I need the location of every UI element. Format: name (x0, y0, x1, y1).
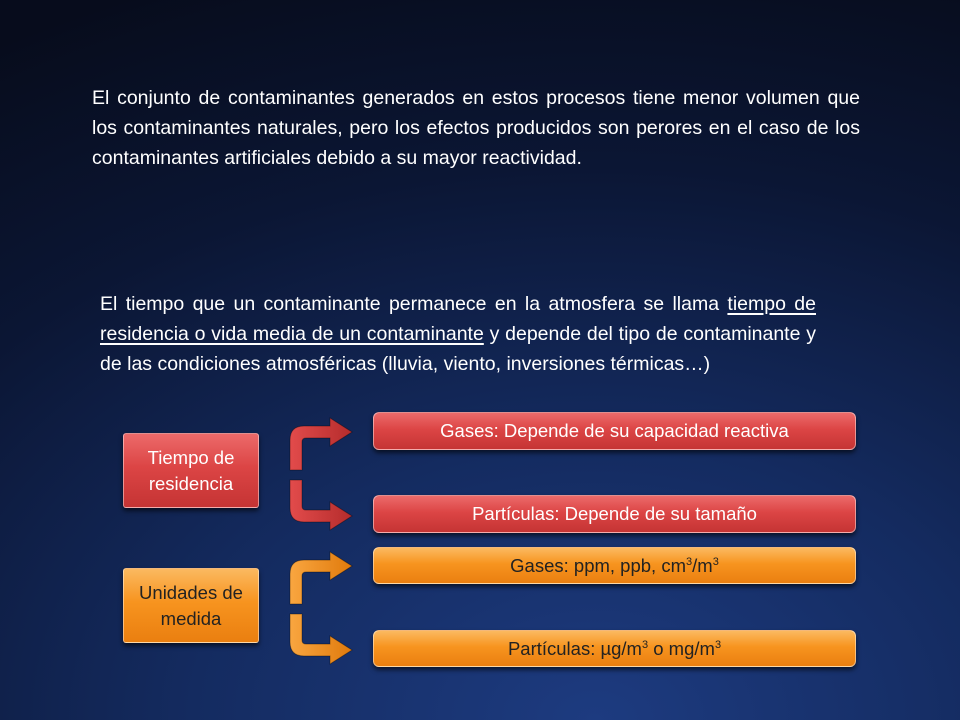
residence-time-term: tiempo de residencia o vida media de un contaminante (100, 293, 816, 345)
gases-reactivity-label: Gases: Depende de su capacidad reactiva (440, 420, 789, 441)
intro-paragraph: El conjunto de contaminantes generados en estos procesos tiene menor volumen que los contaminantes naturales, pero los efectos producidos son perores en el caso de los contaminantes artificiales debido a su mayor reactividad. (92, 87, 860, 169)
paragraph2-after: y depende del tipo de contaminante y de las condiciones atmosféricas (lluvia, viento, inversiones térmicas…) (100, 323, 816, 375)
units-label: Unidades de medida (139, 581, 243, 629)
branch-lower-arm (290, 480, 352, 530)
particles-size-label: Partículas: Depende de su tamaño (472, 503, 757, 524)
branch-arrow-icon (282, 552, 362, 672)
gases-units-label: Gases: ppm, ppb, $cm^3/m^3$ (510, 554, 719, 576)
residence-time-box (123, 433, 259, 508)
units-box (123, 568, 259, 643)
branch-lower-arm (290, 614, 352, 664)
particles-units-label: Partículas: $\mu g/m^3$ o $mg/m^3$ (507, 637, 722, 659)
gases-units-box (373, 547, 856, 584)
particles-units-box (373, 630, 856, 667)
gases-reactivity-box (373, 412, 856, 450)
paragraph2-before: El tiempo que un contaminante permanece en la atmosfera se llama (100, 293, 728, 315)
particles-size-box (373, 495, 856, 533)
branch-upper-arm (290, 418, 352, 470)
branch-arrow-icon (282, 418, 362, 538)
residence-time-label: Tiempo de residencia (147, 446, 235, 494)
residence-time-paragraph (100, 289, 816, 379)
branch-upper-arm (290, 552, 352, 604)
